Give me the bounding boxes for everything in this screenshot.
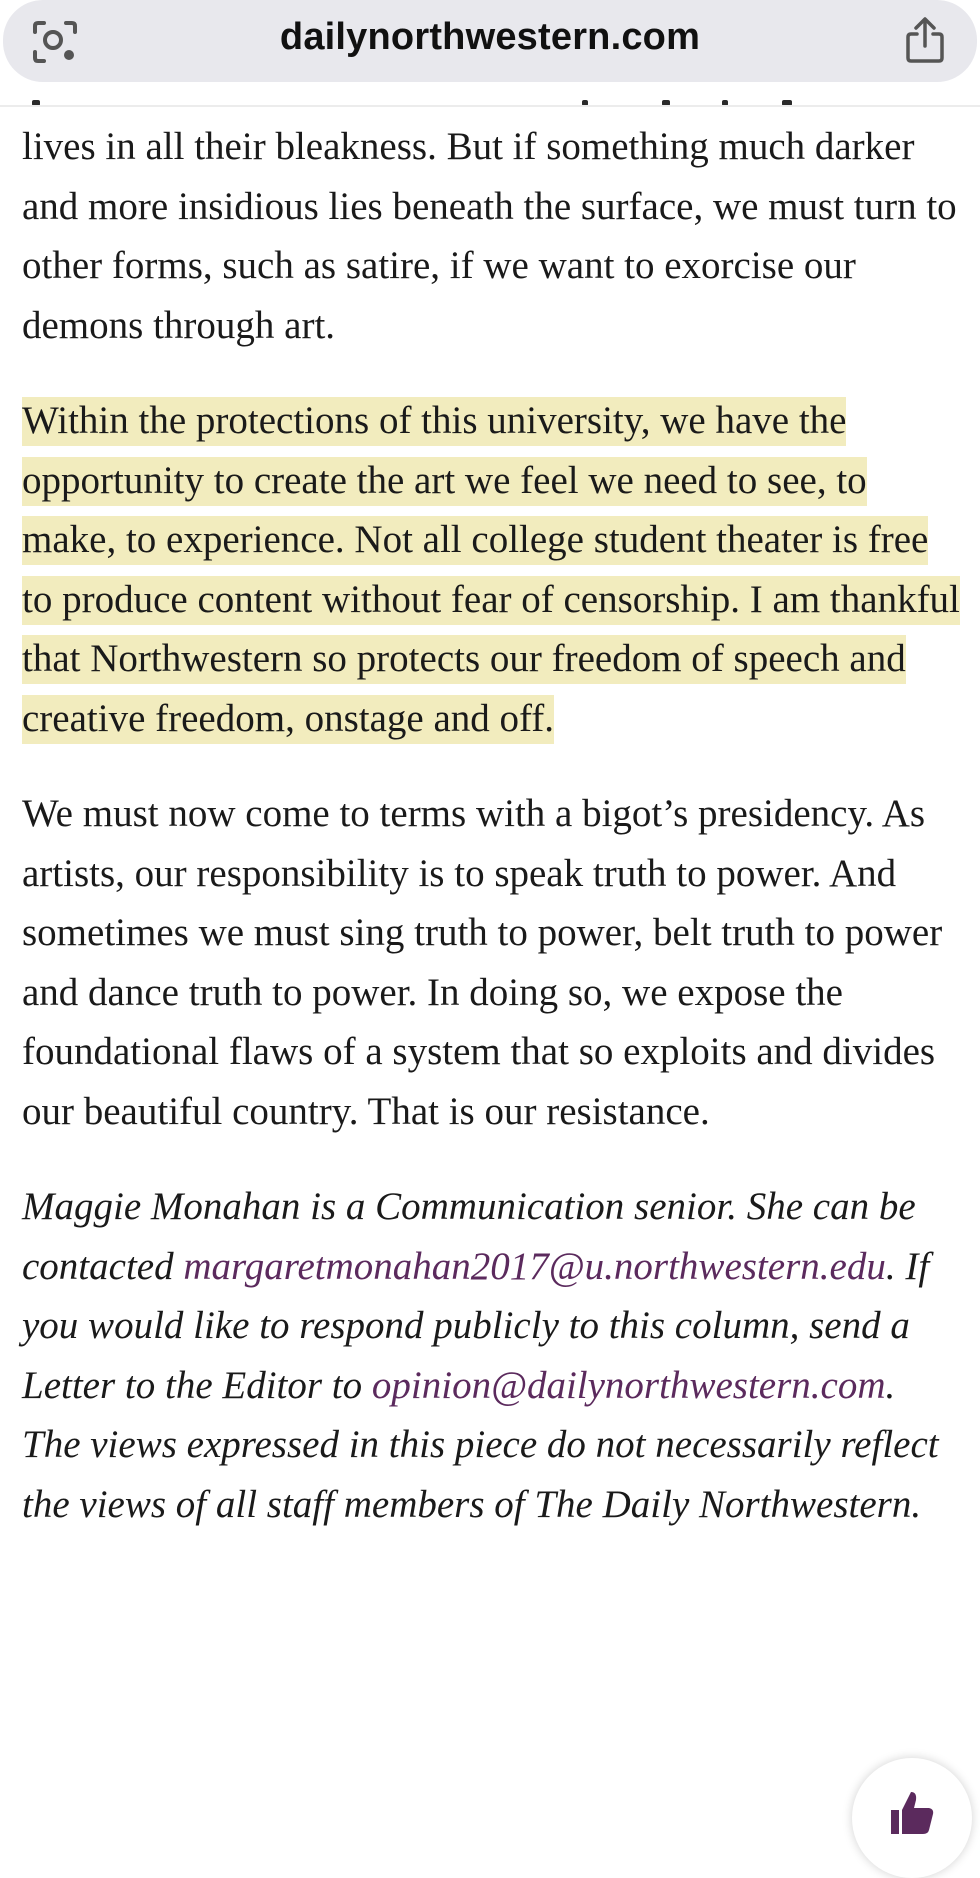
share-icon[interactable] (903, 16, 947, 64)
article-body (22, 117, 962, 1534)
highlighted-paragraph (22, 391, 962, 748)
bio-text: Maggie Monahan is a Communication senior. She can be contacted (22, 1185, 916, 1288)
author-bio (22, 1177, 962, 1534)
article-paragraph: We must now come to terms with a bigot’s presidency. As artists, our responsibility is to speak truth to power. And sometimes we must sing truth to power, belt truth to power and dance truth to power. In doing so, we expose the foundational flaws of a system that so exploits and divides our beautiful country. That is our resistance. (22, 792, 943, 1133)
floating-like-button[interactable] (852, 1758, 972, 1878)
clipped-text-line (22, 90, 842, 106)
bio-text: . If you would like to respond publicly to this column, send a Letter to the Editor to (22, 1244, 930, 1407)
url-domain[interactable]: dailynorthwestern.com (279, 16, 701, 58)
author-email-link[interactable]: margaretmonahan2017@u.northwestern.edu (183, 1244, 886, 1288)
toolbar-divider (0, 105, 980, 107)
thumbs-up-icon (887, 1788, 937, 1838)
article-paragraph: lives in all their bleakness. But if something much darker and more insidious lies beneath the surface, we must turn to other forms, such as satire, if we want to exorcise our demons through art. (22, 125, 957, 347)
text-highlight[interactable]: Within the protections of this university, we have the opportunity to create the art we feel we need to see, to make, to experience. Not all college student theater is free to produce content without fear of censorship. I am thankful that Northwestern so protects our freedom of speech and creative freedom, onstage and off. (22, 397, 960, 744)
address-bar[interactable] (3, 0, 977, 82)
opinion-email-link[interactable]: opinion@dailynorthwestern.com (371, 1363, 886, 1407)
bio-text: . The views expressed in this piece do not necessarily reflect the views of all staff members of The Daily Northwestern. (22, 1363, 939, 1526)
